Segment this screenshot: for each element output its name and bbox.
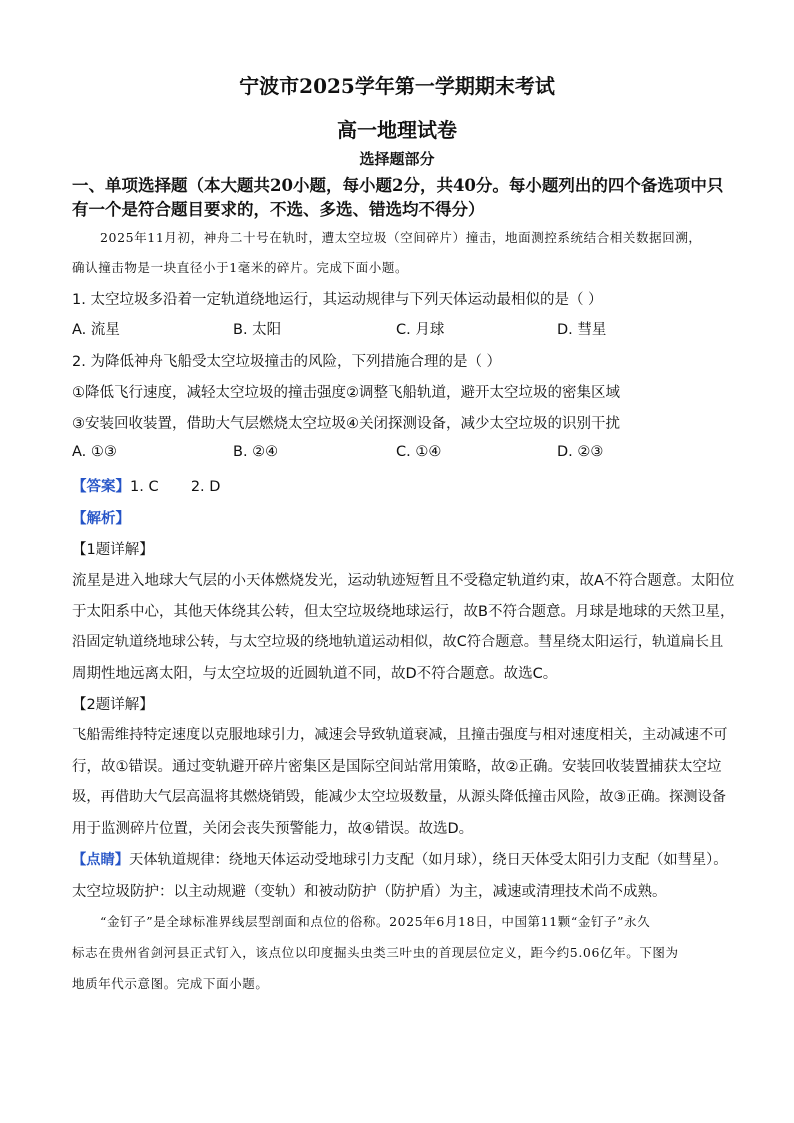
- q1-option-b: B. 太阳: [233, 322, 282, 338]
- passage-2-line3: 地质年代示意图。完成下面小题。: [72, 976, 269, 991]
- part-heading: 选择题部分: [359, 150, 435, 168]
- answer-line: [72, 475, 220, 496]
- q1-option-c: C. 月球: [396, 322, 445, 338]
- passage-2-line1: “金钉子”是全球标准界线层型剖面和点位的俗称。2025年6月18日，中国第11颗“金钉子”永久: [100, 914, 651, 929]
- tip-line-1: [72, 849, 728, 869]
- detail-1-line1: 流星是进入地球大气层的小天体燃烧发光，运动轨迹短暂且不受稳定轨道约束，故A不符合题意。太阳位: [72, 573, 735, 589]
- tip-line-2: 太空垃圾防护：以主动规避（变轨）和被动防护（防护盾）为主，减速或清理技术尚不成熟。: [72, 884, 667, 900]
- q2-option-a: A. ①③: [72, 444, 117, 460]
- q1-option-a: A. 流星: [72, 322, 120, 338]
- question-2-stem: 2. 为降低神舟飞船受太空垃圾撞击的风险，下列措施合理的是（ ）: [72, 354, 502, 370]
- detail-1-line2: 于太阳系中心，其他天体绕其公转，但太空垃圾绕地球运行，故B不符合题意。月球是地球的天然卫星，: [72, 604, 735, 620]
- section-heading-line2: 有一个是符合题目要求的，不选、多选、错选均不得分）: [72, 200, 485, 219]
- exam-subtitle: 高一地理试卷: [337, 118, 457, 142]
- detail-2-label: 【2题详解】: [72, 697, 154, 713]
- answer-label: 【答案】: [72, 479, 130, 495]
- exam-title: 宁波市2025学年第一学期期末考试: [239, 74, 555, 98]
- q2-option-d: D. ②③: [557, 444, 604, 460]
- q1-option-d: D. 彗星: [557, 322, 607, 338]
- detail-1-line3: 沿固定轨道绕地球公转，与太空垃圾的绕地轨道运动相似，故C符合题意。彗星绕太阳运行，轨道扁长且: [72, 634, 724, 650]
- passage-2-line2: 标志在贵州省剑河县正式钉入，该点位以印度掘头虫类三叶虫的首现层位定义，距今约5.06亿年。下图为: [72, 945, 679, 960]
- question-2-statements-2: ③安装回收装置，借助大气层燃烧太空垃圾④关闭探测设备，减少太空垃圾的识别干扰: [72, 416, 620, 432]
- detail-2-line1: 飞船需维持特定速度以克服地球引力，减速会导致轨道衰减，且撞击强度与相对速度相关，主动减速不可: [72, 727, 728, 743]
- passage-1-line2: 确认撞击物是一块直径小于1毫米的碎片。完成下面小题。: [72, 260, 409, 275]
- question-1-stem: 1. 太空垃圾多沿着一定轨道绕地运行，其运动规律与下列天体运动最相似的是（ ）: [72, 292, 603, 308]
- answer-text: 1. C 2. D: [130, 479, 221, 495]
- analysis-label: 【解析】: [72, 511, 130, 527]
- detail-2-line2: 行，故①错误。通过变轨避开碎片密集区是国际空间站常用策略，故②正确。安装回收装置捕获太空垃: [72, 759, 722, 775]
- tip-text-1: 天体轨道规律：绕地天体运动受地球引力支配（如月球），绕日天体受太阳引力支配（如彗星）。: [129, 852, 728, 868]
- passage-1-line1: 2025年11月初，神舟二十号在轨时，遭太空垃圾（空间碎片）撞击，地面测控系统结合相关数据回溯，: [100, 230, 702, 245]
- tip-label: 【点睛】: [72, 852, 130, 868]
- section-heading-line1: 一、单项选择题（本大题共20小题，每小题2分，共40分。每小题列出的四个备选项中只: [72, 176, 724, 195]
- detail-2-line3: 圾，再借助大气层高温将其燃烧销毁，能减少太空垃圾数量，从源头降低撞击风险，故③正确。探测设备: [72, 789, 727, 805]
- q2-option-b: B. ②④: [233, 444, 279, 460]
- detail-2-line4: 用于监测碎片位置，关闭会丧失预警能力，故④错误。故选D。: [72, 821, 474, 837]
- detail-1-line4: 周期性地远离太阳，与太空垃圾的近圆轨道不同，故D不符合题意。故选C。: [72, 666, 558, 682]
- detail-1-label: 【1题详解】: [72, 542, 154, 558]
- question-2-statements-1: ①降低飞行速度，减轻太空垃圾的撞击强度②调整飞船轨道，避开太空垃圾的密集区域: [72, 385, 620, 401]
- q2-option-c: C. ①④: [396, 444, 442, 460]
